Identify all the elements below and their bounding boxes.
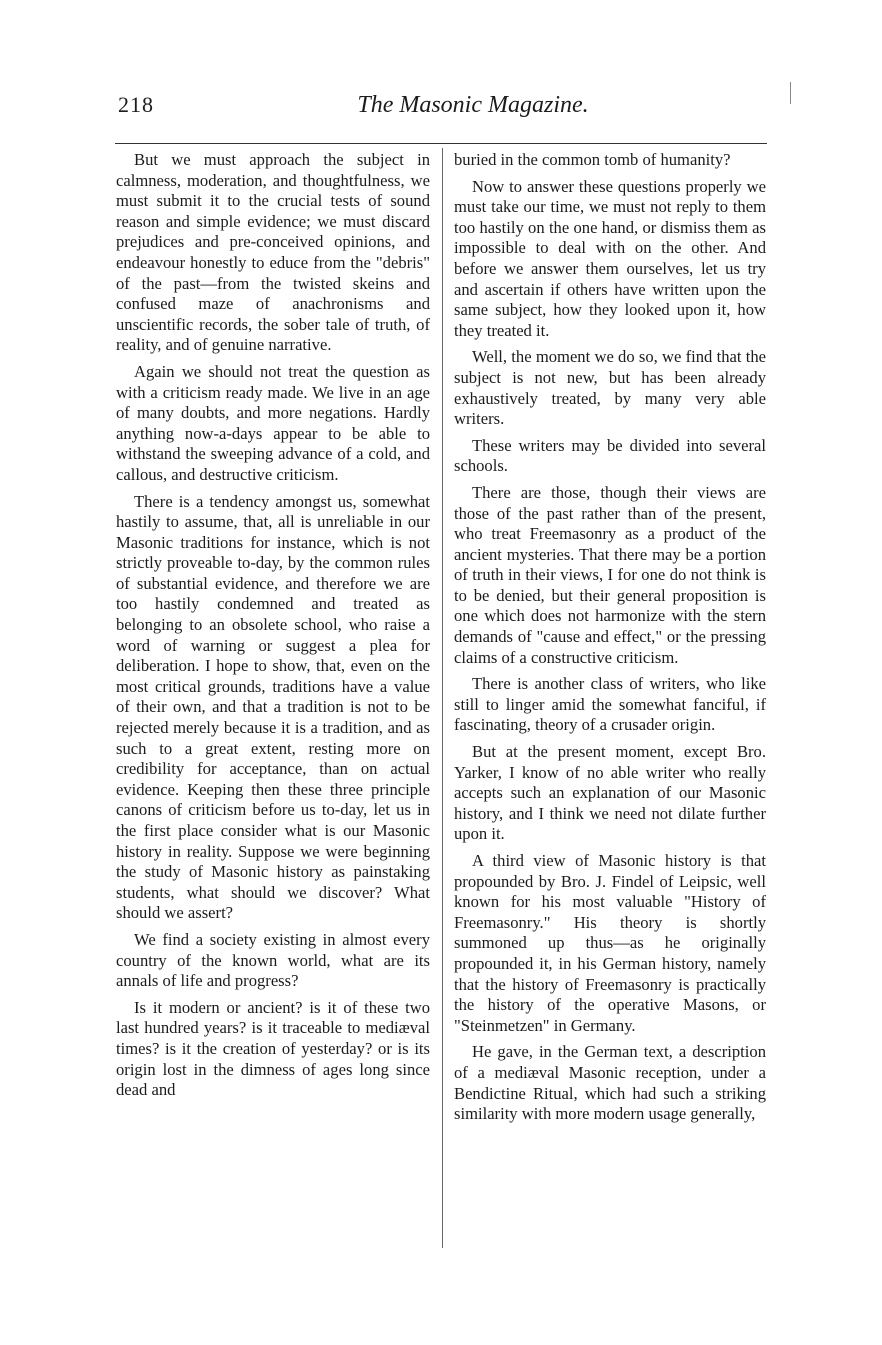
paragraph: Is it modern or ancient? is it of these two last hundred years? is it traceable to mediæval times? is it the creation of yesterday? or is its origin lost in the dimness of ages long since dead and [116, 997, 430, 1100]
paragraph: These writers may be divided into several schools. [454, 435, 766, 476]
paragraph: There is a tendency amongst us, somewhat hastily to assume, that, all is unreliable in our Masonic traditions for instance, which is not strictly proveable to-day, by the common rules of substantial evidence, and therefore we are too hastily condemned and treated as belonging to an obsolete school, who raise a word of warning or suggest a plea for deliberation. I hope to show, that, even on the most critical grounds, traditions have a value of their own, and that a tradition is not to be rejected merely because it is a tradition, and as such to a great extent, resting more on credibility for acceptance, than on actual evidence. Keeping then these three principle canons of criticism before us to-day, let us in the first place consider what is our Masonic history in reality. Suppose we were beginning the study of Masonic history as painstaking students, what should we discover? What should we assert? [116, 491, 430, 923]
paragraph: Now to answer these questions properly we must take our time, we must not reply to them too hastily on the one hand, or dismiss them as impossible to deal with on the other. And before we answer them ourselves, let us try and ascertain if others have written upon the same subject, how they looked upon it, how they treated it. [454, 176, 766, 340]
page-number: 218 [118, 92, 154, 117]
paragraph: But we must approach the subject in calmness, moderation, and thoughtfulness, we must submit it to the crucial tests of sound reason and simple evidence; we must discard prejudices and pre-conceived opinions, and endeavour honestly to educe from the "debris" of the past—from the twisted skeins and confused maze of anachronisms and unscientific records, the sober tale of truth, of reality, and of genuine narrative. [116, 150, 430, 355]
paragraph: But at the present moment, except Bro. Yarker, I know of no able writer who really accepts such an explanation of our Masonic history, and I think we need not dilate further upon it. [454, 742, 766, 844]
page-header [118, 92, 768, 132]
left-column [116, 150, 430, 1107]
paragraph: Well, the moment we do so, we find that the subject is not new, but has been already exhaustively treated, by many very able writers. [454, 347, 766, 429]
page-edge-mark [790, 82, 791, 104]
header-rule [115, 143, 767, 144]
paragraph: A third view of Masonic history is that propounded by Bro. J. Findel of Leipsic, well known for his most valuable "History of Freemasonry." His theory is shortly summoned up thus—as he originally propounded it, in his German history, namely that the history of Freemasonry is practically the history of the operative Masons, or "Steinmetzen" in Germany. [454, 851, 766, 1035]
paragraph-continuation: buried in the common tomb of humanity? [454, 150, 731, 169]
column-divider [442, 148, 443, 1248]
paragraph: Again we should not treat the question as with a criticism ready made. We live in an age of many doubts, and more negations. Hardly anything now-a-days appear to be able to withstand the sweeping advance of a cold, and callous, and destructive criticism. [116, 361, 430, 484]
paragraph: He gave, in the German text, a description of a mediæval Masonic reception, under a Bendictine Ritual, which had such a striking similarity with more modern usage generally, [454, 1042, 766, 1124]
right-column [454, 150, 766, 1131]
running-title: The Masonic Magazine. [357, 92, 589, 118]
paragraph: There are those, though their views are those of the past rather than of the present, who treat Freemasonry as a product of the ancient mysteries. That there may be a portion of truth in their views, I for one do not think is to be denied, but their general proposition is one which does not harmonize with the stern demands of "cause and effect," or the pressing claims of a constructive criticism. [454, 482, 766, 667]
paragraph: We find a society existing in almost every country of the known world, what are its annals of life and progress? [116, 929, 430, 991]
paragraph: There is another class of writers, who like still to linger amid the somewhat fanciful, if fascinating, theory of a crusader origin. [454, 674, 766, 735]
